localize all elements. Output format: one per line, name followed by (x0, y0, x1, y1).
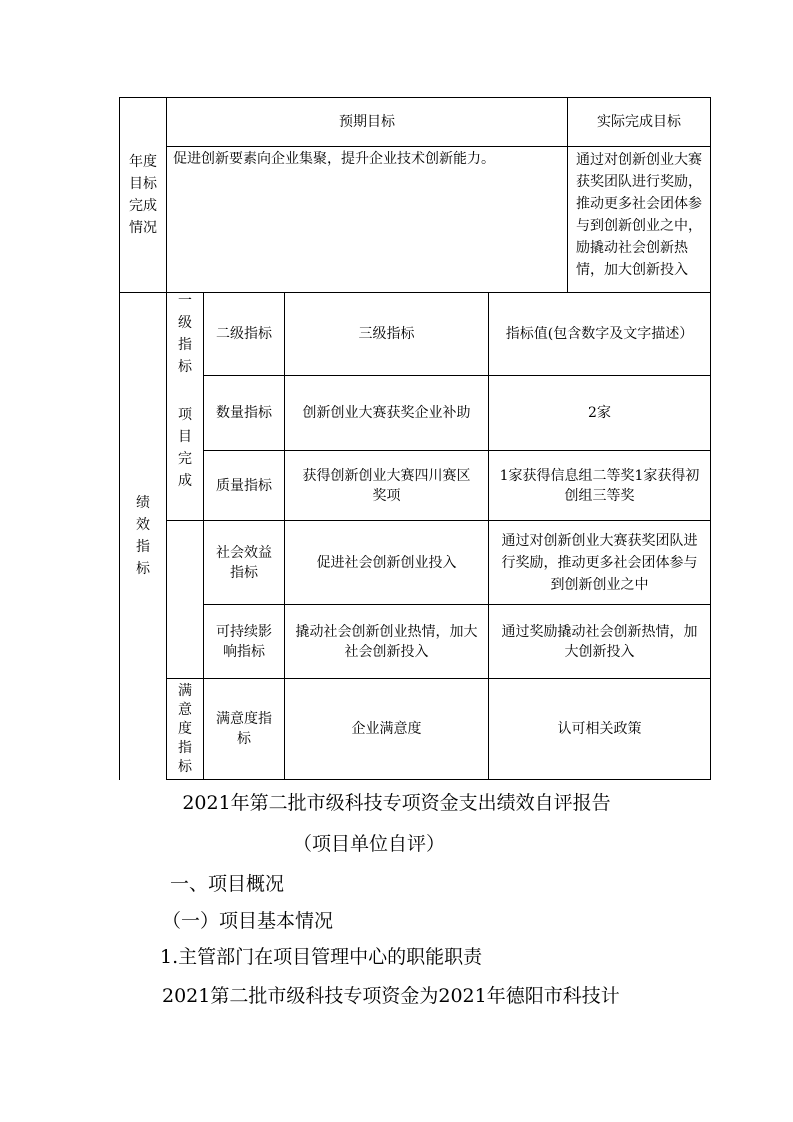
actual-goal-header-text: 实际完成目标 (597, 114, 681, 130)
table-row-level3 (285, 679, 488, 779)
table-row-level2 (204, 376, 284, 450)
row2-level2: 社会效益指标 (216, 544, 272, 581)
annual-goal-row-header (120, 98, 166, 292)
table-row-value (489, 521, 710, 604)
project-completion-group (167, 376, 203, 520)
expected-goal-header-text: 预期目标 (339, 114, 395, 130)
paragraph-1: 2021第二批市级科技专项资金为2021年德阳市科技计 (162, 985, 620, 1007)
row1-level3: 获得创新创业大赛四川赛区奖项 (302, 467, 471, 504)
table-row-value (489, 605, 710, 678)
report-subtitle: （项目单位自评） (293, 833, 446, 855)
row3-level2: 可持续影响指标 (216, 623, 272, 660)
table-row-value (489, 679, 710, 779)
performance-indicator-label: 绩效指标 (136, 495, 150, 577)
row3-level3: 撬动社会创新创业热情，加大社会创新投入 (295, 623, 478, 660)
table-row-value (489, 376, 710, 450)
table-row-level3 (285, 521, 488, 604)
row4-level3: 企业满意度 (351, 721, 422, 737)
level2-header-text: 二级指标 (216, 326, 272, 342)
section-heading-1-1: （一）项目基本情况 (162, 910, 334, 932)
table-row-level2 (204, 521, 284, 604)
row1-value: 1家获得信息组二等奖1家获得初创组三等奖 (499, 467, 700, 504)
annual-goal-label: 年度目标完成情况 (129, 154, 157, 236)
level3-header (285, 293, 488, 375)
row4-value: 认可相关政策 (557, 721, 642, 737)
row4-level2: 满意度指标 (216, 711, 272, 747)
performance-indicator-header (120, 293, 166, 779)
row0-value: 2家 (588, 405, 611, 421)
table-row-level2 (204, 679, 284, 779)
row3-value: 通过奖励撬动社会创新热情，加大创新投入 (501, 623, 698, 660)
value-header-text: 指标值(包含数字及文字描述） (505, 326, 694, 342)
row1-level2: 质量指标 (216, 477, 272, 494)
section-heading-1: 一、项目概况 (170, 873, 285, 895)
row0-level2: 数量指标 (216, 405, 272, 421)
expected-goal-text: 促进创新要素向企业集聚，提升企业技术创新能力。 (173, 151, 495, 167)
table-row-level2 (204, 451, 284, 520)
table-row-level3 (285, 605, 488, 678)
row2-level3: 促进社会创新创业投入 (316, 554, 457, 571)
value-header (489, 293, 710, 375)
row2-value: 通过对创新创业大赛获奖团队进行奖励，推动更多社会团体参与到创新创业之中 (501, 532, 698, 593)
actual-goal-content (568, 147, 710, 292)
expected-goal-header (167, 98, 567, 146)
table-row-level3 (285, 376, 488, 450)
table-row-level3 (285, 451, 488, 520)
table-row-value (489, 451, 710, 520)
item-heading-1: 1.主管部门在项目管理中心的职能职责 (160, 946, 483, 968)
level2-header (204, 293, 284, 375)
level3-header-text: 三级指标 (358, 326, 415, 342)
satisfaction-group (167, 679, 203, 779)
report-title: 2021年第二批市级科技专项资金支出绩效自评报告 (182, 792, 611, 814)
level1-header-text: 一级指标 (178, 293, 192, 375)
project-completion-text: 项目完成 (178, 407, 192, 489)
table-row-level2 (204, 605, 284, 678)
row0-level3: 创新创业大赛获奖企业补助 (302, 405, 471, 421)
actual-goal-header (568, 98, 710, 146)
expected-goal-content (167, 147, 567, 292)
level1-header (167, 293, 203, 375)
satisfaction-group-text: 满意度指标 (178, 682, 192, 775)
actual-goal-text: 通过对创新创业大赛获奖团队进行奖励，推动更多社会团体参与到创新创业之中，励撬动社会创新热情，加大创新投入 (576, 152, 702, 278)
